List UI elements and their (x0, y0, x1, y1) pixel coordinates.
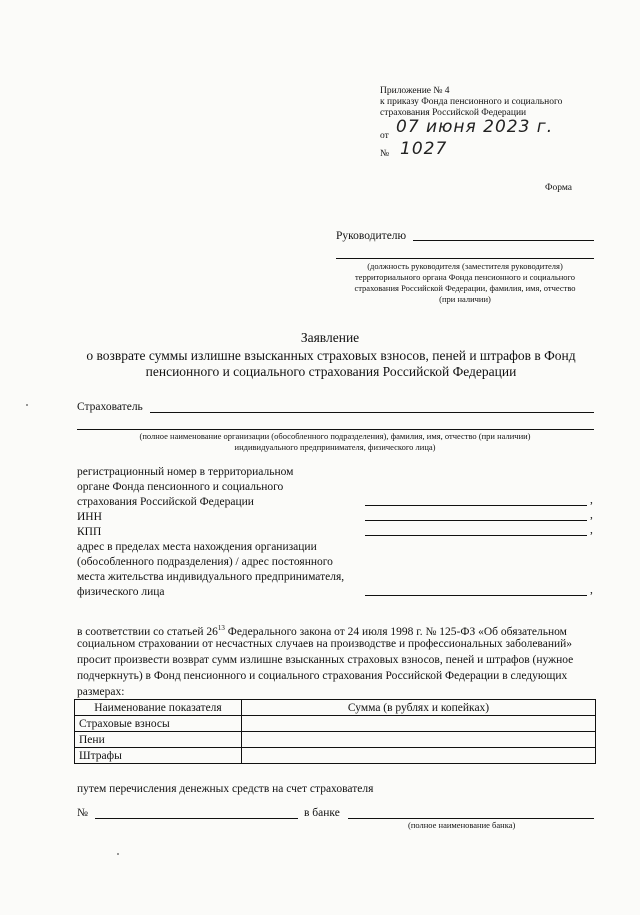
reg-number-label-2: органе Фонда пенсионного и социального (77, 481, 284, 493)
row-amount-fines[interactable] (242, 748, 596, 764)
table-header-row (75, 700, 596, 716)
bank-label: в банке (304, 807, 340, 819)
document-title: Заявление (300, 330, 360, 345)
table-header-indicator: Наименование показателя (75, 700, 242, 716)
addressee-caption-line-1: (должность руководителя (заместителя руководителя) (367, 261, 563, 271)
appendix-line-3: страхования Российской Федерации (380, 108, 527, 118)
insurer-caption-line-1: (полное наименование организации (обособленного подразделения), фамилия, имя, отчество (при наличии) (139, 431, 531, 441)
addressee-caption (330, 261, 600, 305)
document-subtitle-line-1: о возврате суммы излишне взысканных страховых взносов, пеней и штрафов в Фонд (86, 348, 576, 363)
table-row (75, 716, 596, 732)
reg-number-label-3: страхования Российской Федерации (77, 496, 254, 508)
scan-speck (26, 404, 28, 406)
reg-number-input[interactable] (365, 505, 587, 506)
table-row (75, 732, 596, 748)
table-header-amount: Сумма (в рублях и копейках) (242, 700, 596, 716)
bank-name-input[interactable] (348, 818, 594, 819)
insurer-input-line-2[interactable] (77, 429, 594, 430)
addressee-label: Руководителю (336, 230, 407, 242)
row-label-fines: Штрафы (75, 748, 242, 764)
inn-comma: , (590, 509, 593, 521)
address-label-1: адрес в пределах места нахождения организации (77, 541, 317, 553)
address-comma: , (590, 584, 593, 596)
body-line-1-rest: Федерального закона от 24 июля 1998 г. № 125-ФЗ «Об обязательном (224, 625, 567, 638)
kpp-comma: , (590, 524, 593, 536)
insurer-caption (70, 431, 600, 453)
row-amount-contributions[interactable] (242, 716, 596, 732)
date-prefix: от (380, 131, 389, 141)
inn-input[interactable] (365, 520, 587, 521)
body-line-1-sup: 13 (217, 624, 225, 632)
address-label-2: (обособленного подразделения) / адрес постоянного (77, 556, 333, 568)
body-line-4: подчеркнуть) в Фонд пенсионного и социального страхования Российской Федерации в следующих (77, 670, 568, 682)
address-label-3: места жительства индивидуального предпринимателя, (77, 571, 345, 583)
payment-text: путем перечисления денежных средств на счет страхователя (77, 783, 374, 795)
appendix-line-2: к приказу Фонда пенсионного и социального (380, 97, 563, 107)
address-label-4: физического лица (77, 586, 165, 598)
address-input[interactable] (365, 595, 587, 596)
addressee-caption-line-4: (при наличии) (439, 294, 491, 304)
reg-number-label-1: регистрационный номер в территориальном (77, 466, 294, 478)
number-prefix: № (380, 149, 390, 159)
handwritten-date: 07 июня 2023 г. (396, 117, 554, 137)
addressee-input-line[interactable] (413, 240, 594, 241)
handwritten-number: 1027 (400, 139, 448, 159)
row-amount-penalties[interactable] (242, 732, 596, 748)
appendix-line-1: Приложение № 4 (380, 86, 450, 96)
insurer-input-line[interactable] (150, 412, 594, 413)
amounts-table (74, 699, 596, 764)
kpp-input[interactable] (365, 535, 587, 536)
body-line-1-start: в соответствии со статьей 26 (77, 625, 218, 638)
insurer-caption-line-2: индивидуального предпринимателя, физического лица) (234, 442, 436, 452)
kpp-label: КПП (77, 526, 102, 538)
table-row (75, 748, 596, 764)
row-label-penalties: Пени (75, 732, 242, 748)
account-number-input[interactable] (95, 818, 298, 819)
document-subtitle-line-2: пенсионного и социального страхования Российской Федерации (145, 364, 517, 379)
scan-speck (117, 853, 119, 855)
addressee-caption-line-3: страхования Российской Федерации, фамилия, имя, отчество (354, 283, 576, 293)
row-label-contributions: Страховые взносы (75, 716, 242, 732)
body-line-5: размерах: (77, 686, 125, 698)
reg-comma: , (590, 494, 593, 506)
insurer-label: Страхователь (77, 401, 143, 413)
addressee-caption-line-2: территориального органа Фонда пенсионного и социального (354, 272, 576, 282)
body-line-3: просит произвести возврат сумм излишне взысканных страховых взносов, пеней и штрафов (нужное (77, 654, 574, 666)
form-label: Форма (545, 183, 573, 193)
inn-label: ИНН (77, 511, 102, 523)
account-number-label: № (77, 807, 88, 819)
bank-caption: (полное наименование банка) (408, 820, 516, 830)
addressee-input-line-2[interactable] (336, 258, 594, 259)
body-line-2: социальном страховании от несчастных случаев на производстве и профессиональных заболеваний» (77, 638, 573, 650)
